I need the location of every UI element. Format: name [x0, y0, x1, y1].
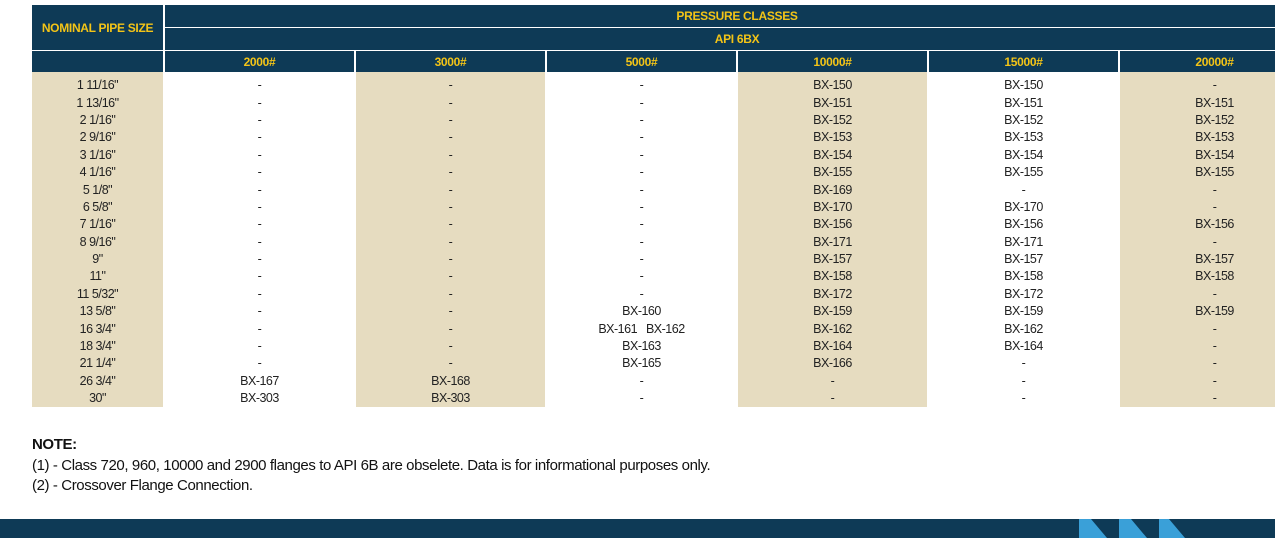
pipe-size-cell: 1 13/16": [32, 94, 163, 111]
ring-cell: -: [547, 216, 736, 233]
ring-cell: -: [165, 129, 354, 146]
ring-cell: BX-155: [929, 164, 1118, 181]
ring-cell: -: [356, 251, 545, 268]
ring-cell: -: [1120, 234, 1275, 251]
ring-cell: -: [165, 268, 354, 285]
ring-cell: -: [1120, 199, 1275, 216]
nominal-pipe-size-header: NOMINAL PIPE SIZE: [32, 5, 163, 51]
ring-cell: BX-162: [738, 320, 927, 337]
api-6bx-header: API 6BX: [165, 28, 1275, 51]
ring-cell: BX-151: [929, 94, 1118, 111]
ring-cell: BX-158: [1120, 268, 1275, 285]
pipe-size-cell: 5 1/8": [32, 181, 163, 198]
ring-cell: -: [165, 251, 354, 268]
ring-cell: BX-159: [1120, 303, 1275, 320]
ring-cell: -: [738, 390, 927, 407]
ring-cell: -: [547, 94, 736, 111]
table-row: [32, 112, 1275, 129]
table-row: [32, 77, 1275, 94]
ring-cell: -: [356, 164, 545, 181]
ring-cell: BX-156: [929, 216, 1118, 233]
ring-cell: -: [547, 181, 736, 198]
ring-cell: -: [929, 390, 1118, 407]
ring-cell: BX-151: [1120, 94, 1275, 111]
ring-cell: -: [165, 181, 354, 198]
pipe-size-cell: 26 3/4": [32, 373, 163, 390]
ring-cell: BX-150: [738, 77, 927, 94]
pipe-size-cell: 1 11/16": [32, 77, 163, 94]
ring-cell: -: [547, 251, 736, 268]
ring-cell: -: [929, 355, 1118, 372]
footer-bar: [0, 519, 1275, 538]
ring-cell: BX-165: [547, 355, 736, 372]
ring-cell: BX-155: [1120, 164, 1275, 181]
ring-cell: BX-154: [738, 147, 927, 164]
ring-cell: -: [356, 234, 545, 251]
ring-cell: -: [929, 373, 1118, 390]
table-row: [32, 355, 1275, 372]
ring-cell: -: [356, 338, 545, 355]
ring-cell: -: [165, 234, 354, 251]
pipe-size-cell: 2 9/16": [32, 129, 163, 146]
notes-title: NOTE:: [32, 436, 77, 453]
ring-cell: BX-171: [929, 234, 1118, 251]
ring-gasket-table: [30, 5, 1275, 407]
table-row: [32, 147, 1275, 164]
ring-cell: BX-159: [929, 303, 1118, 320]
table-row: [32, 373, 1275, 390]
ring-cell: BX-150: [929, 77, 1118, 94]
table-row: [32, 286, 1275, 303]
pipe-size-cell: 3 1/16": [32, 147, 163, 164]
ring-cell: -: [1120, 355, 1275, 372]
table-row: [32, 181, 1275, 198]
ring-cell: BX-172: [929, 286, 1118, 303]
ring-cell: -: [356, 303, 545, 320]
ring-cell: BX-160: [547, 303, 736, 320]
ring-cell: BX-303: [356, 390, 545, 407]
table-row: [32, 338, 1275, 355]
class-header-2000: 2000#: [165, 51, 354, 72]
ring-cell: -: [165, 77, 354, 94]
pipe-size-cell: 21 1/4": [32, 355, 163, 372]
pipe-size-cell: 9": [32, 251, 163, 268]
class-header-15000: 15000#: [929, 51, 1118, 72]
ring-cell: -: [165, 216, 354, 233]
ring-cell: -: [356, 94, 545, 111]
ring-cell: -: [165, 199, 354, 216]
ring-cell: -: [165, 355, 354, 372]
ring-cell: BX-151: [738, 94, 927, 111]
table-row: [32, 268, 1275, 285]
ring-cell: -: [547, 234, 736, 251]
class-header-5000: 5000#: [547, 51, 736, 72]
ring-cell: -: [356, 112, 545, 129]
ring-cell: BX-156: [1120, 216, 1275, 233]
size-subheader-blank: [32, 51, 163, 72]
note-line-1: (1) - Class 720, 960, 10000 and 2900 flanges to API 6B are obselete. Data is for informational purposes only.: [32, 457, 711, 474]
ring-cell: BX-158: [929, 268, 1118, 285]
pipe-size-cell: 16 3/4": [32, 320, 163, 337]
class-header-3000: 3000#: [356, 51, 545, 72]
ring-cell: BX-158: [738, 268, 927, 285]
table-row: [32, 164, 1275, 181]
ring-cell: -: [356, 77, 545, 94]
ring-cell: BX-156: [738, 216, 927, 233]
brand-logo-icon: [1075, 519, 1195, 538]
pipe-size-cell: 30": [32, 390, 163, 407]
ring-cell: -: [547, 147, 736, 164]
ring-cell: BX-167: [165, 373, 354, 390]
pipe-size-cell: 8 9/16": [32, 234, 163, 251]
ring-cell: -: [547, 164, 736, 181]
table-row: [32, 390, 1275, 407]
ring-cell: BX-157: [1120, 251, 1275, 268]
ring-cell: -: [1120, 373, 1275, 390]
ring-cell: -: [1120, 77, 1275, 94]
table-row: [32, 216, 1275, 233]
ring-cell: -: [165, 320, 354, 337]
ring-cell: -: [356, 286, 545, 303]
ring-cell: BX-159: [738, 303, 927, 320]
ring-cell: -: [356, 268, 545, 285]
ring-cell: -: [165, 303, 354, 320]
ring-cell: BX-153: [1120, 129, 1275, 146]
ring-cell: BX-152: [738, 112, 927, 129]
table-row: [32, 94, 1275, 111]
ring-cell: BX-153: [738, 129, 927, 146]
pipe-size-cell: 11 5/32": [32, 286, 163, 303]
ring-cell: BX-162: [929, 320, 1118, 337]
ring-cell: -: [165, 286, 354, 303]
ring-cell: BX-157: [929, 251, 1118, 268]
ring-cell: -: [165, 112, 354, 129]
ring-cell: -: [1120, 390, 1275, 407]
ring-cell: BX-171: [738, 234, 927, 251]
ring-cell: BX-164: [738, 338, 927, 355]
pipe-size-cell: 2 1/16": [32, 112, 163, 129]
pipe-size-cell: 18 3/4": [32, 338, 163, 355]
ring-cell: BX-154: [929, 147, 1118, 164]
note-line-2: (2) - Crossover Flange Connection.: [32, 477, 253, 494]
ring-cell: -: [1120, 181, 1275, 198]
ring-cell: -: [547, 286, 736, 303]
ring-cell: -: [547, 129, 736, 146]
ring-cell: BX-157: [738, 251, 927, 268]
ring-cell: BX-155: [738, 164, 927, 181]
table-row: [32, 251, 1275, 268]
table-row: [32, 320, 1275, 337]
ring-cell: -: [356, 199, 545, 216]
ring-cell: -: [356, 320, 545, 337]
ring-cell: -: [738, 373, 927, 390]
table-body: [32, 77, 1275, 407]
table-row: [32, 199, 1275, 216]
ring-cell: BX-303: [165, 390, 354, 407]
ring-cell: -: [547, 268, 736, 285]
ring-cell: -: [356, 355, 545, 372]
ring-cell: -: [356, 216, 545, 233]
ring-cell: -: [547, 77, 736, 94]
ring-cell: -: [356, 129, 545, 146]
ring-cell: BX-164: [929, 338, 1118, 355]
class-header-10000: 10000#: [738, 51, 927, 72]
ring-cell: -: [165, 94, 354, 111]
ring-cell: -: [165, 164, 354, 181]
ring-cell: BX-161 BX-162: [547, 320, 736, 337]
ring-cell: BX-168: [356, 373, 545, 390]
pipe-size-cell: 11": [32, 268, 163, 285]
ring-cell: -: [547, 373, 736, 390]
ring-cell: -: [547, 112, 736, 129]
ring-cell: -: [356, 181, 545, 198]
pipe-size-cell: 4 1/16": [32, 164, 163, 181]
ring-cell: BX-152: [1120, 112, 1275, 129]
ring-cell: -: [356, 147, 545, 164]
ring-cell: -: [165, 147, 354, 164]
ring-cell: BX-172: [738, 286, 927, 303]
notes-section: [32, 436, 710, 497]
pipe-size-cell: 7 1/16": [32, 216, 163, 233]
ring-cell: BX-166: [738, 355, 927, 372]
pressure-classes-header: PRESSURE CLASSES: [165, 5, 1275, 28]
pipe-size-cell: 13 5/8": [32, 303, 163, 320]
table-row: [32, 234, 1275, 251]
ring-cell: -: [165, 338, 354, 355]
ring-cell: -: [929, 181, 1118, 198]
ring-cell: BX-170: [929, 199, 1118, 216]
ring-cell: BX-169: [738, 181, 927, 198]
ring-cell: BX-170: [738, 199, 927, 216]
class-header-20000: 20000#: [1120, 51, 1275, 72]
ring-cell: -: [547, 199, 736, 216]
ring-cell: BX-163: [547, 338, 736, 355]
ring-cell: -: [1120, 320, 1275, 337]
pipe-size-cell: 6 5/8": [32, 199, 163, 216]
ring-cell: -: [1120, 338, 1275, 355]
ring-cell: -: [547, 390, 736, 407]
table-row: [32, 129, 1275, 146]
ring-cell: BX-152: [929, 112, 1118, 129]
table-row: [32, 303, 1275, 320]
ring-cell: -: [1120, 286, 1275, 303]
ring-cell: BX-154: [1120, 147, 1275, 164]
ring-cell: BX-153: [929, 129, 1118, 146]
